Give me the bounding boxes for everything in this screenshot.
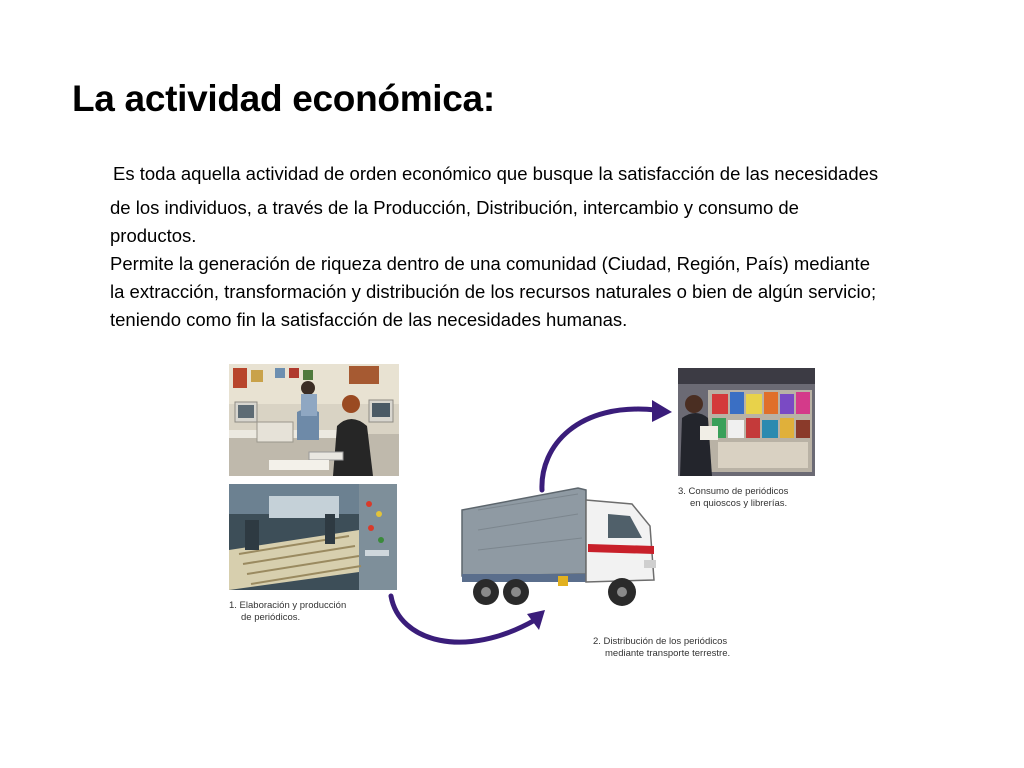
truck-illustration bbox=[458, 480, 678, 620]
caption-step-1-line-1: 1. Elaboración y producción bbox=[229, 600, 347, 611]
truck-photo bbox=[458, 480, 678, 620]
caption-step-2-line-2: mediante transporte terrestre. bbox=[605, 648, 731, 659]
caption-step-1 bbox=[229, 600, 346, 624]
caption-step-3 bbox=[678, 486, 788, 510]
newsstand-photo bbox=[678, 368, 815, 476]
paragraph-1-line-1: Es toda aquella actividad de orden económico que busque la satisfacción de las necesidades bbox=[113, 163, 879, 184]
economic-cycle-figure bbox=[220, 360, 830, 670]
paragraph-2-line-3: teniendo como fin la satisfacción de las necesidades humanas. bbox=[110, 309, 628, 330]
newsstand-illustration bbox=[678, 368, 815, 476]
office-photo bbox=[229, 364, 399, 476]
printing-press-photo bbox=[229, 484, 397, 590]
slide-title: La actividad económica: bbox=[72, 78, 495, 119]
arrow-to-consumption bbox=[538, 396, 678, 496]
printing-press-illustration bbox=[229, 484, 397, 590]
caption-step-1-line-2: de periódicos. bbox=[241, 612, 301, 623]
caption-step-2 bbox=[593, 636, 730, 660]
caption-step-3-line-1: 3. Consumo de periódicos bbox=[678, 486, 789, 497]
paragraph-2-line-1: Permite la generación de riqueza dentro de una comunidad (Ciudad, Región, País) mediante bbox=[110, 253, 870, 274]
paragraph-2-line-2: la extracción, transformación y distribución de los recursos naturales o bien de algún servicio; bbox=[110, 281, 877, 302]
slide-body bbox=[110, 160, 990, 334]
arrow-head bbox=[652, 400, 672, 422]
office-illustration bbox=[229, 364, 399, 476]
caption-step-3-line-2: en quioscos y librerías. bbox=[690, 498, 788, 509]
paragraph-1-line-3: productos. bbox=[110, 225, 197, 246]
caption-step-2-line-1: 2. Distribución de los periódicos bbox=[593, 636, 728, 647]
paragraph-1-line-2: de los individuos, a través de la Producción, Distribución, intercambio y consumo de bbox=[110, 197, 799, 218]
